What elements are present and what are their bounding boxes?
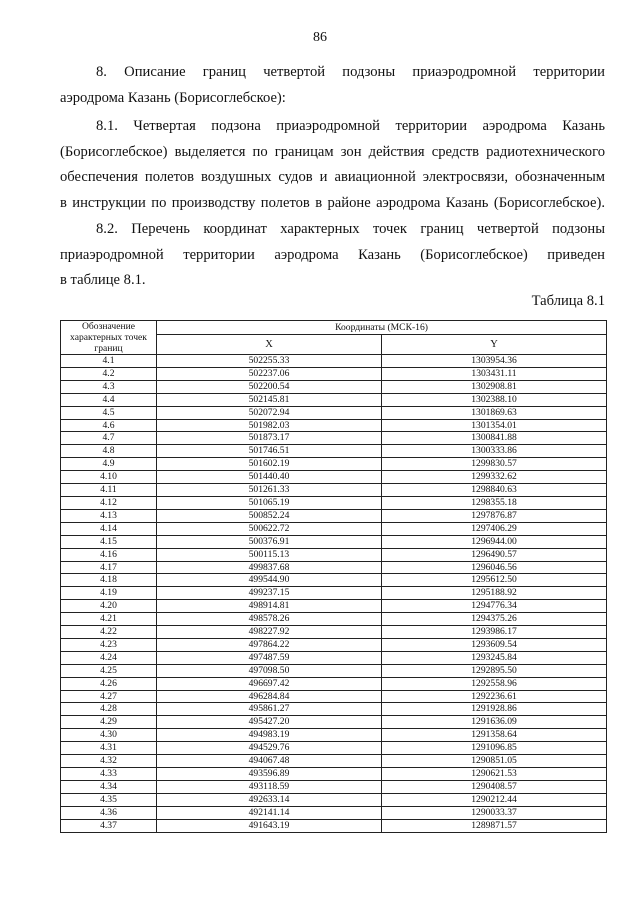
y-coordinate-cell: 1290408.57 bbox=[382, 780, 607, 793]
page-number: 86 bbox=[313, 30, 327, 45]
x-coordinate-cell: 494529.76 bbox=[157, 742, 382, 755]
table-row bbox=[61, 755, 607, 768]
point-id-cell: 4.10 bbox=[61, 471, 157, 484]
point-id-cell: 4.13 bbox=[61, 509, 157, 522]
y-coordinate-cell: 1299332.62 bbox=[382, 471, 607, 484]
y-coordinate-cell: 1290621.53 bbox=[382, 768, 607, 781]
x-coordinate-cell: 502237.06 bbox=[157, 367, 382, 380]
y-coordinate-cell: 1303431.11 bbox=[382, 367, 607, 380]
point-id-cell: 4.7 bbox=[61, 432, 157, 445]
x-coordinate-cell: 499837.68 bbox=[157, 561, 382, 574]
x-coordinate-cell: 498914.81 bbox=[157, 600, 382, 613]
table-row bbox=[61, 742, 607, 755]
table-row bbox=[61, 626, 607, 639]
point-id-cell: 4.8 bbox=[61, 445, 157, 458]
point-id-cell: 4.32 bbox=[61, 755, 157, 768]
table-row bbox=[61, 445, 607, 458]
point-id-cell: 4.12 bbox=[61, 496, 157, 509]
table-row bbox=[61, 819, 607, 832]
header-coordinates: Координаты (МСК-16) bbox=[157, 321, 607, 335]
table-caption: Таблица 8.1 bbox=[531, 293, 605, 309]
x-coordinate-cell: 498227.92 bbox=[157, 626, 382, 639]
point-id-cell: 4.15 bbox=[61, 535, 157, 548]
x-coordinate-cell: 494983.19 bbox=[157, 729, 382, 742]
x-coordinate-cell: 492633.14 bbox=[157, 793, 382, 806]
y-coordinate-cell: 1298355.18 bbox=[382, 496, 607, 509]
x-coordinate-cell: 492141.14 bbox=[157, 806, 382, 819]
y-coordinate-cell: 1302388.10 bbox=[382, 393, 607, 406]
x-coordinate-cell: 502255.33 bbox=[157, 355, 382, 368]
x-coordinate-cell: 496697.42 bbox=[157, 677, 382, 690]
table-row bbox=[61, 690, 607, 703]
table-row bbox=[61, 677, 607, 690]
header-x: X bbox=[157, 335, 382, 355]
x-coordinate-cell: 500622.72 bbox=[157, 522, 382, 535]
x-coordinate-cell: 501065.19 bbox=[157, 496, 382, 509]
x-coordinate-cell: 497098.50 bbox=[157, 664, 382, 677]
y-coordinate-cell: 1296046.56 bbox=[382, 561, 607, 574]
y-coordinate-cell: 1291096.85 bbox=[382, 742, 607, 755]
table-row bbox=[61, 355, 607, 368]
point-id-cell: 4.24 bbox=[61, 651, 157, 664]
x-coordinate-cell: 497487.59 bbox=[157, 651, 382, 664]
table-row bbox=[61, 613, 607, 626]
y-coordinate-cell: 1290212.44 bbox=[382, 793, 607, 806]
point-id-cell: 4.22 bbox=[61, 626, 157, 639]
y-coordinate-cell: 1289871.57 bbox=[382, 819, 607, 832]
table-row bbox=[61, 703, 607, 716]
section-8-2-line-2: приаэродромной территории аэродрома Казань (Борисоглебское) приведен bbox=[60, 246, 605, 263]
table-row bbox=[61, 780, 607, 793]
table-row bbox=[61, 393, 607, 406]
header-y: Y bbox=[382, 335, 607, 355]
x-coordinate-cell: 499237.15 bbox=[157, 587, 382, 600]
table-row bbox=[61, 561, 607, 574]
table-row bbox=[61, 716, 607, 729]
table-row bbox=[61, 768, 607, 781]
table-row bbox=[61, 638, 607, 651]
coordinates-table-body bbox=[61, 355, 607, 833]
point-id-cell: 4.29 bbox=[61, 716, 157, 729]
point-id-cell: 4.27 bbox=[61, 690, 157, 703]
y-coordinate-cell: 1303954.36 bbox=[382, 355, 607, 368]
point-id-cell: 4.28 bbox=[61, 703, 157, 716]
y-coordinate-cell: 1297406.29 bbox=[382, 522, 607, 535]
table-row bbox=[61, 496, 607, 509]
x-coordinate-cell: 501440.40 bbox=[157, 471, 382, 484]
table-row bbox=[61, 729, 607, 742]
x-coordinate-cell: 499544.90 bbox=[157, 574, 382, 587]
table-row bbox=[61, 587, 607, 600]
point-id-cell: 4.30 bbox=[61, 729, 157, 742]
y-coordinate-cell: 1290851.05 bbox=[382, 755, 607, 768]
x-coordinate-cell: 501982.03 bbox=[157, 419, 382, 432]
table-row bbox=[61, 367, 607, 380]
x-coordinate-cell: 491643.19 bbox=[157, 819, 382, 832]
y-coordinate-cell: 1299830.57 bbox=[382, 458, 607, 471]
x-coordinate-cell: 495861.27 bbox=[157, 703, 382, 716]
point-id-cell: 4.21 bbox=[61, 613, 157, 626]
table-row bbox=[61, 509, 607, 522]
table-row bbox=[61, 419, 607, 432]
table-row bbox=[61, 406, 607, 419]
point-id-cell: 4.18 bbox=[61, 574, 157, 587]
y-coordinate-cell: 1300841.88 bbox=[382, 432, 607, 445]
y-coordinate-cell: 1293245.84 bbox=[382, 651, 607, 664]
section-8-1-line-3: обеспечения полетов воздушных судов и авиационной электросвязи, обозначенным bbox=[60, 169, 605, 185]
point-id-cell: 4.14 bbox=[61, 522, 157, 535]
section-8-2-line-3: в таблице 8.1. bbox=[60, 272, 146, 288]
table-row bbox=[61, 664, 607, 677]
y-coordinate-cell: 1293986.17 bbox=[382, 626, 607, 639]
table-row bbox=[61, 548, 607, 561]
table-row bbox=[61, 574, 607, 587]
y-coordinate-cell: 1292236.61 bbox=[382, 690, 607, 703]
point-id-cell: 4.37 bbox=[61, 819, 157, 832]
y-coordinate-cell: 1291358.64 bbox=[382, 729, 607, 742]
point-id-cell: 4.11 bbox=[61, 484, 157, 497]
section-8-heading bbox=[60, 60, 605, 111]
x-coordinate-cell: 500376.91 bbox=[157, 535, 382, 548]
y-coordinate-cell: 1295612.50 bbox=[382, 574, 607, 587]
section-8-1-paragraph bbox=[60, 114, 605, 216]
y-coordinate-cell: 1297876.87 bbox=[382, 509, 607, 522]
point-id-cell: 4.16 bbox=[61, 548, 157, 561]
table-row bbox=[61, 522, 607, 535]
x-coordinate-cell: 494067.48 bbox=[157, 755, 382, 768]
x-coordinate-cell: 502145.81 bbox=[157, 393, 382, 406]
table-row bbox=[61, 535, 607, 548]
point-id-cell: 4.9 bbox=[61, 458, 157, 471]
x-coordinate-cell: 496284.84 bbox=[157, 690, 382, 703]
table-row bbox=[61, 484, 607, 497]
point-id-cell: 4.6 bbox=[61, 419, 157, 432]
point-id-cell: 4.20 bbox=[61, 600, 157, 613]
coordinates-table bbox=[60, 320, 607, 833]
x-coordinate-cell: 497864.22 bbox=[157, 638, 382, 651]
x-coordinate-cell: 501602.19 bbox=[157, 458, 382, 471]
point-id-cell: 4.35 bbox=[61, 793, 157, 806]
x-coordinate-cell: 493118.59 bbox=[157, 780, 382, 793]
point-id-cell: 4.33 bbox=[61, 768, 157, 781]
x-coordinate-cell: 495427.20 bbox=[157, 716, 382, 729]
point-id-cell: 4.19 bbox=[61, 587, 157, 600]
point-id-cell: 4.1 bbox=[61, 355, 157, 368]
point-id-cell: 4.2 bbox=[61, 367, 157, 380]
y-coordinate-cell: 1292558.96 bbox=[382, 677, 607, 690]
point-id-cell: 4.36 bbox=[61, 806, 157, 819]
y-coordinate-cell: 1290033.37 bbox=[382, 806, 607, 819]
x-coordinate-cell: 500115.13 bbox=[157, 548, 382, 561]
point-id-cell: 4.34 bbox=[61, 780, 157, 793]
y-coordinate-cell: 1293609.54 bbox=[382, 638, 607, 651]
section-8-1-line-2: (Борисоглебское) выделяется по границам зон действия средств радиотехнического bbox=[60, 143, 605, 160]
y-coordinate-cell: 1300333.86 bbox=[382, 445, 607, 458]
x-coordinate-cell: 502200.54 bbox=[157, 380, 382, 393]
section-8-line-1: 8. Описание границ четвертой подзоны приаэродромной территории bbox=[96, 64, 605, 80]
point-id-cell: 4.31 bbox=[61, 742, 157, 755]
table-row bbox=[61, 651, 607, 664]
y-coordinate-cell: 1301869.63 bbox=[382, 406, 607, 419]
section-8-2-paragraph bbox=[60, 217, 605, 294]
table-row bbox=[61, 432, 607, 445]
point-id-cell: 4.5 bbox=[61, 406, 157, 419]
y-coordinate-cell: 1296944.00 bbox=[382, 535, 607, 548]
y-coordinate-cell: 1301354.01 bbox=[382, 419, 607, 432]
y-coordinate-cell: 1294375.26 bbox=[382, 613, 607, 626]
y-coordinate-cell: 1296490.57 bbox=[382, 548, 607, 561]
table-row bbox=[61, 793, 607, 806]
table-row bbox=[61, 806, 607, 819]
section-8-line-2: аэродрома Казань (Борисоглебское): bbox=[60, 89, 286, 106]
x-coordinate-cell: 500852.24 bbox=[157, 509, 382, 522]
x-coordinate-cell: 498578.26 bbox=[157, 613, 382, 626]
y-coordinate-cell: 1292895.50 bbox=[382, 664, 607, 677]
table-row bbox=[61, 600, 607, 613]
x-coordinate-cell: 502072.94 bbox=[157, 406, 382, 419]
point-id-cell: 4.25 bbox=[61, 664, 157, 677]
x-coordinate-cell: 493596.89 bbox=[157, 768, 382, 781]
y-coordinate-cell: 1291928.86 bbox=[382, 703, 607, 716]
y-coordinate-cell: 1291636.09 bbox=[382, 716, 607, 729]
section-8-1-line-1: 8.1. Четвертая подзона приаэродромной территории аэродрома Казань bbox=[96, 118, 605, 134]
point-id-cell: 4.17 bbox=[61, 561, 157, 574]
header-point-designation: Обозначение характерных точек границ bbox=[61, 321, 157, 355]
y-coordinate-cell: 1298840.63 bbox=[382, 484, 607, 497]
y-coordinate-cell: 1294776.34 bbox=[382, 600, 607, 613]
table-row bbox=[61, 458, 607, 471]
x-coordinate-cell: 501261.33 bbox=[157, 484, 382, 497]
y-coordinate-cell: 1302908.81 bbox=[382, 380, 607, 393]
y-coordinate-cell: 1295188.92 bbox=[382, 587, 607, 600]
x-coordinate-cell: 501873.17 bbox=[157, 432, 382, 445]
point-id-cell: 4.3 bbox=[61, 380, 157, 393]
table-row bbox=[61, 471, 607, 484]
point-id-cell: 4.4 bbox=[61, 393, 157, 406]
section-8-2-line-1: 8.2. Перечень координат характерных точек границ четвертой подзоны bbox=[96, 221, 605, 237]
point-id-cell: 4.23 bbox=[61, 638, 157, 651]
point-id-cell: 4.26 bbox=[61, 677, 157, 690]
table-row bbox=[61, 380, 607, 393]
x-coordinate-cell: 501746.51 bbox=[157, 445, 382, 458]
section-8-1-line-4: в инструкции по производству полетов в районе аэродрома Казань (Борисоглебское). bbox=[60, 194, 605, 211]
